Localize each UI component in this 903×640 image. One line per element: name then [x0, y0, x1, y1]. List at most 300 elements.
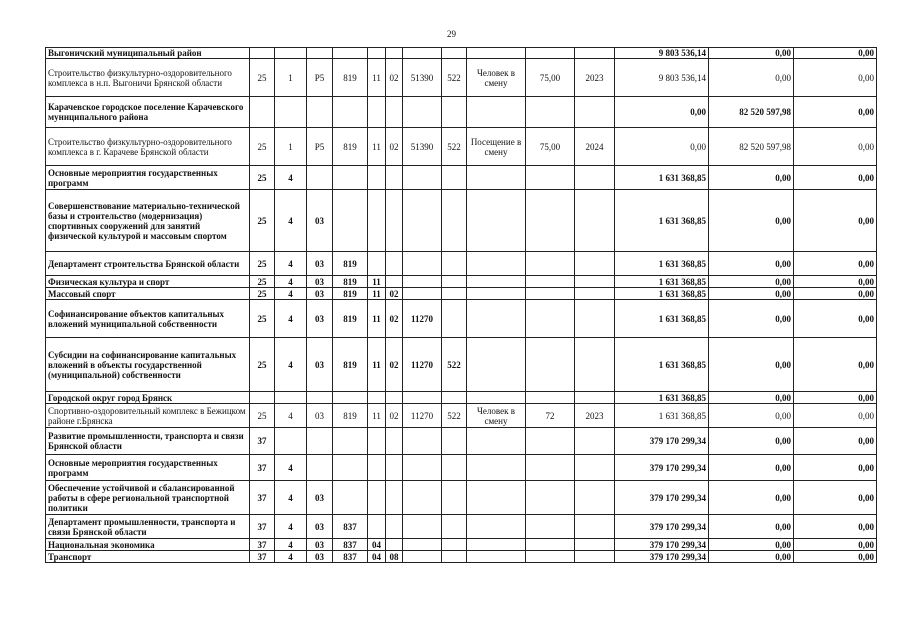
- cell-vr: [442, 190, 467, 252]
- cell-cap: [526, 166, 575, 190]
- cell-year: [575, 481, 615, 515]
- cell-cap: [526, 48, 575, 59]
- cell-year: 2023: [575, 404, 615, 428]
- cell-s1: 1 631 368,85: [615, 392, 709, 404]
- cell-year: 2024: [575, 128, 615, 166]
- cell-vr: 522: [442, 404, 467, 428]
- cell-year: [575, 392, 615, 404]
- cell-vr: [442, 392, 467, 404]
- table-row: [46, 392, 877, 404]
- table-row: [46, 97, 877, 128]
- cell-s3: 0,00: [794, 392, 877, 404]
- cell-unit: [467, 428, 526, 455]
- cell-rz: 11: [368, 288, 386, 300]
- cell-pp: 1: [275, 59, 307, 97]
- cell-s2: 0,00: [709, 539, 794, 551]
- cell-name: Софинансирование объектов капитальных вложений муниципальной собственности: [46, 300, 250, 338]
- cell-vr: [442, 551, 467, 563]
- cell-pr: [386, 428, 403, 455]
- table-row: [46, 338, 877, 392]
- cell-gr: 25: [250, 404, 275, 428]
- cell-vr: [442, 481, 467, 515]
- cell-pr: [386, 276, 403, 288]
- cell-rz: [368, 97, 386, 128]
- cell-year: [575, 515, 615, 539]
- cell-pr: 02: [386, 288, 403, 300]
- cell-s2: 0,00: [709, 515, 794, 539]
- cell-s1: 1 631 368,85: [615, 338, 709, 392]
- cell-unit: [467, 190, 526, 252]
- table-row: [46, 428, 877, 455]
- cell-rz: [368, 428, 386, 455]
- cell-name: Национальная экономика: [46, 539, 250, 551]
- cell-pr: 08: [386, 551, 403, 563]
- cell-s2: 0,00: [709, 190, 794, 252]
- cell-rz: [368, 392, 386, 404]
- cell-csr: [403, 48, 442, 59]
- cell-gp: [333, 481, 368, 515]
- cell-s2: 0,00: [709, 48, 794, 59]
- cell-unit: [467, 551, 526, 563]
- cell-pp: 4: [275, 551, 307, 563]
- cell-year: [575, 288, 615, 300]
- cell-rz: [368, 481, 386, 515]
- cell-year: [575, 338, 615, 392]
- cell-gp: 819: [333, 128, 368, 166]
- cell-op: 03: [307, 276, 333, 288]
- cell-s3: 0,00: [794, 481, 877, 515]
- cell-name: Департамент строительства Брянской области: [46, 252, 250, 276]
- cell-gr: 25: [250, 59, 275, 97]
- cell-s2: 0,00: [709, 288, 794, 300]
- cell-pp: 4: [275, 515, 307, 539]
- cell-s3: 0,00: [794, 128, 877, 166]
- cell-cap: [526, 252, 575, 276]
- cell-s3: 0,00: [794, 48, 877, 59]
- cell-year: [575, 276, 615, 288]
- cell-gr: 37: [250, 539, 275, 551]
- table-row: [46, 539, 877, 551]
- cell-pr: 02: [386, 404, 403, 428]
- cell-s3: 0,00: [794, 404, 877, 428]
- cell-unit: Посещение в смену: [467, 128, 526, 166]
- cell-csr: [403, 288, 442, 300]
- cell-op: [307, 428, 333, 455]
- cell-pp: [275, 97, 307, 128]
- cell-unit: [467, 48, 526, 59]
- cell-s1: 379 170 299,34: [615, 515, 709, 539]
- cell-rz: 11: [368, 300, 386, 338]
- cell-vr: [442, 515, 467, 539]
- cell-s3: 0,00: [794, 515, 877, 539]
- cell-pr: 02: [386, 59, 403, 97]
- cell-s2: 0,00: [709, 428, 794, 455]
- cell-pp: 4: [275, 539, 307, 551]
- cell-name: Субсидии на софинансирование капитальных вложений в объекты государственной (муниципальной) собственности: [46, 338, 250, 392]
- cell-csr: [403, 481, 442, 515]
- cell-gr: 25: [250, 338, 275, 392]
- cell-cap: [526, 300, 575, 338]
- cell-gp: 819: [333, 276, 368, 288]
- cell-name: Основные мероприятия государственных программ: [46, 166, 250, 190]
- cell-pr: [386, 455, 403, 481]
- cell-cap: [526, 190, 575, 252]
- cell-gp: [333, 48, 368, 59]
- cell-csr: [403, 515, 442, 539]
- cell-s1: 379 170 299,34: [615, 428, 709, 455]
- page-number: 29: [447, 29, 456, 39]
- cell-csr: 11270: [403, 404, 442, 428]
- cell-op: 03: [307, 515, 333, 539]
- cell-op: Р5: [307, 59, 333, 97]
- cell-gp: 819: [333, 404, 368, 428]
- cell-rz: [368, 252, 386, 276]
- cell-year: [575, 300, 615, 338]
- cell-name: Департамент промышленности, транспорта и связи Брянской области: [46, 515, 250, 539]
- cell-vr: [442, 48, 467, 59]
- cell-unit: [467, 392, 526, 404]
- cell-s3: 0,00: [794, 338, 877, 392]
- cell-vr: 522: [442, 59, 467, 97]
- cell-year: [575, 428, 615, 455]
- cell-csr: [403, 392, 442, 404]
- cell-vr: [442, 539, 467, 551]
- cell-name: Карачевское городское поселение Карачевского муниципального района: [46, 97, 250, 128]
- cell-gr: 25: [250, 300, 275, 338]
- cell-s3: 0,00: [794, 190, 877, 252]
- cell-pp: 4: [275, 300, 307, 338]
- cell-s1: 9 803 536,14: [615, 48, 709, 59]
- cell-gr: 25: [250, 128, 275, 166]
- cell-gp: [333, 190, 368, 252]
- cell-pp: 4: [275, 252, 307, 276]
- cell-name: Массовый спорт: [46, 288, 250, 300]
- cell-gr: 25: [250, 166, 275, 190]
- cell-op: 03: [307, 190, 333, 252]
- cell-s2: 0,00: [709, 551, 794, 563]
- cell-pp: 4: [275, 288, 307, 300]
- cell-year: [575, 252, 615, 276]
- cell-gr: 25: [250, 276, 275, 288]
- cell-csr: [403, 166, 442, 190]
- cell-year: [575, 166, 615, 190]
- table-row: [46, 515, 877, 539]
- cell-pr: 02: [386, 128, 403, 166]
- cell-s2: 0,00: [709, 166, 794, 190]
- cell-cap: [526, 515, 575, 539]
- table-row: [46, 300, 877, 338]
- cell-name: Развитие промышленности, транспорта и связи Брянской области: [46, 428, 250, 455]
- cell-unit: [467, 338, 526, 392]
- cell-csr: [403, 190, 442, 252]
- cell-csr: [403, 276, 442, 288]
- cell-gr: 37: [250, 455, 275, 481]
- cell-rz: 11: [368, 59, 386, 97]
- budget-table: [45, 47, 877, 563]
- cell-gp: 819: [333, 300, 368, 338]
- cell-name: Строительство физкультурно-оздоровительного комплекса в г. Карачеве Брянской области: [46, 128, 250, 166]
- cell-op: [307, 48, 333, 59]
- cell-unit: [467, 300, 526, 338]
- cell-gp: [333, 428, 368, 455]
- cell-csr: 11270: [403, 300, 442, 338]
- table-row: [46, 59, 877, 97]
- cell-s2: 0,00: [709, 338, 794, 392]
- cell-s3: 0,00: [794, 300, 877, 338]
- cell-cap: [526, 97, 575, 128]
- cell-s1: 1 631 368,85: [615, 190, 709, 252]
- cell-cap: [526, 481, 575, 515]
- cell-pp: 4: [275, 481, 307, 515]
- cell-vr: [442, 166, 467, 190]
- cell-cap: [526, 288, 575, 300]
- cell-gp: 819: [333, 338, 368, 392]
- cell-name: Физическая культура и спорт: [46, 276, 250, 288]
- cell-s3: 0,00: [794, 252, 877, 276]
- table-row: [46, 481, 877, 515]
- cell-unit: Человек в смену: [467, 404, 526, 428]
- cell-name: Городской округ город Брянск: [46, 392, 250, 404]
- cell-rz: [368, 515, 386, 539]
- cell-s2: 0,00: [709, 481, 794, 515]
- cell-gr: [250, 48, 275, 59]
- cell-rz: 11: [368, 404, 386, 428]
- cell-s3: 0,00: [794, 97, 877, 128]
- cell-vr: [442, 252, 467, 276]
- cell-name: Основные мероприятия государственных программ: [46, 455, 250, 481]
- table-row: [46, 128, 877, 166]
- cell-cap: [526, 539, 575, 551]
- cell-op: Р5: [307, 128, 333, 166]
- cell-op: 03: [307, 252, 333, 276]
- cell-csr: [403, 252, 442, 276]
- cell-pp: 4: [275, 455, 307, 481]
- cell-s1: 379 170 299,34: [615, 481, 709, 515]
- cell-cap: 75,00: [526, 59, 575, 97]
- cell-s3: 0,00: [794, 288, 877, 300]
- cell-pp: 4: [275, 190, 307, 252]
- cell-name: Выгоничский муниципальный район: [46, 48, 250, 59]
- table-row: [46, 166, 877, 190]
- cell-csr: [403, 551, 442, 563]
- cell-year: [575, 455, 615, 481]
- cell-pr: [386, 252, 403, 276]
- cell-cap: [526, 428, 575, 455]
- table-row: [46, 404, 877, 428]
- cell-vr: [442, 97, 467, 128]
- table-row: [46, 190, 877, 252]
- cell-op: 03: [307, 551, 333, 563]
- cell-s3: 0,00: [794, 551, 877, 563]
- cell-year: [575, 551, 615, 563]
- cell-s1: 1 631 368,85: [615, 166, 709, 190]
- table-row: [46, 276, 877, 288]
- cell-csr: [403, 428, 442, 455]
- cell-gr: 37: [250, 551, 275, 563]
- cell-pr: [386, 515, 403, 539]
- cell-op: [307, 97, 333, 128]
- cell-gp: 837: [333, 551, 368, 563]
- cell-s1: 0,00: [615, 97, 709, 128]
- cell-s1: 1 631 368,85: [615, 404, 709, 428]
- cell-s3: 0,00: [794, 59, 877, 97]
- cell-op: 03: [307, 481, 333, 515]
- cell-csr: [403, 97, 442, 128]
- cell-pp: 4: [275, 338, 307, 392]
- cell-year: [575, 97, 615, 128]
- cell-rz: 11: [368, 338, 386, 392]
- cell-unit: [467, 481, 526, 515]
- cell-s2: 0,00: [709, 276, 794, 288]
- cell-gp: 819: [333, 252, 368, 276]
- cell-pp: 4: [275, 276, 307, 288]
- cell-s1: 9 803 536,14: [615, 59, 709, 97]
- cell-s1: 379 170 299,34: [615, 539, 709, 551]
- cell-pr: 02: [386, 338, 403, 392]
- cell-gr: [250, 97, 275, 128]
- table-body: [46, 48, 877, 563]
- cell-rz: 11: [368, 128, 386, 166]
- cell-csr: 11270: [403, 338, 442, 392]
- cell-unit: [467, 166, 526, 190]
- cell-s3: 0,00: [794, 539, 877, 551]
- cell-pp: [275, 428, 307, 455]
- cell-gp: 819: [333, 288, 368, 300]
- cell-op: 03: [307, 300, 333, 338]
- cell-unit: [467, 515, 526, 539]
- table-row: [46, 455, 877, 481]
- cell-cap: [526, 551, 575, 563]
- cell-rz: 11: [368, 276, 386, 288]
- cell-cap: [526, 338, 575, 392]
- cell-year: 2023: [575, 59, 615, 97]
- cell-pp: 1: [275, 128, 307, 166]
- cell-s2: 0,00: [709, 59, 794, 97]
- cell-name: Совершенствование материально-технической базы и строительство (модернизация) спортивных сооружений для занятий физической культурой и массовым спортом: [46, 190, 250, 252]
- cell-gp: 837: [333, 539, 368, 551]
- cell-gr: [250, 392, 275, 404]
- cell-s2: 82 520 597,98: [709, 128, 794, 166]
- cell-vr: [442, 455, 467, 481]
- cell-gp: [333, 392, 368, 404]
- cell-gp: [333, 97, 368, 128]
- cell-op: [307, 392, 333, 404]
- cell-pr: [386, 190, 403, 252]
- cell-year: [575, 190, 615, 252]
- cell-op: 03: [307, 288, 333, 300]
- cell-rz: [368, 455, 386, 481]
- cell-s2: 0,00: [709, 455, 794, 481]
- cell-s3: 0,00: [794, 428, 877, 455]
- cell-pr: [386, 392, 403, 404]
- cell-pp: [275, 392, 307, 404]
- cell-rz: 04: [368, 539, 386, 551]
- cell-csr: [403, 539, 442, 551]
- cell-csr: [403, 455, 442, 481]
- cell-pr: [386, 539, 403, 551]
- cell-s3: 0,00: [794, 166, 877, 190]
- cell-cap: [526, 455, 575, 481]
- cell-rz: [368, 166, 386, 190]
- cell-gr: 25: [250, 288, 275, 300]
- cell-s1: 1 631 368,85: [615, 276, 709, 288]
- cell-cap: [526, 276, 575, 288]
- cell-s2: 0,00: [709, 392, 794, 404]
- cell-name: Спортивно-оздоровительный комплекс в Бежицком районе г.Брянска: [46, 404, 250, 428]
- cell-s1: 379 170 299,34: [615, 455, 709, 481]
- cell-year: [575, 539, 615, 551]
- table-row: [46, 48, 877, 59]
- cell-s3: 0,00: [794, 276, 877, 288]
- cell-s2: 0,00: [709, 300, 794, 338]
- cell-op: 03: [307, 404, 333, 428]
- cell-s1: 0,00: [615, 128, 709, 166]
- cell-csr: 51390: [403, 59, 442, 97]
- cell-gr: 25: [250, 190, 275, 252]
- cell-op: 03: [307, 539, 333, 551]
- cell-gr: 37: [250, 481, 275, 515]
- cell-pp: [275, 48, 307, 59]
- cell-unit: [467, 276, 526, 288]
- cell-gr: 25: [250, 252, 275, 276]
- table-row: [46, 551, 877, 563]
- cell-pr: 02: [386, 300, 403, 338]
- cell-rz: [368, 190, 386, 252]
- cell-pr: [386, 481, 403, 515]
- cell-vr: [442, 276, 467, 288]
- cell-s1: 1 631 368,85: [615, 288, 709, 300]
- cell-pr: [386, 48, 403, 59]
- cell-vr: 522: [442, 338, 467, 392]
- cell-name: Обеспечение устойчивой и сбалансированной работы в сфере региональной транспортной политики: [46, 481, 250, 515]
- cell-pr: [386, 166, 403, 190]
- cell-gp: [333, 166, 368, 190]
- cell-rz: 04: [368, 551, 386, 563]
- cell-unit: [467, 97, 526, 128]
- cell-csr: 51390: [403, 128, 442, 166]
- cell-pp: 4: [275, 404, 307, 428]
- cell-name: Строительство физкультурно-оздоровительного комплекса в н.п. Выгоничи Брянской области: [46, 59, 250, 97]
- cell-s1: 379 170 299,34: [615, 551, 709, 563]
- cell-unit: [467, 288, 526, 300]
- cell-gp: [333, 455, 368, 481]
- cell-rz: [368, 48, 386, 59]
- table-row: [46, 288, 877, 300]
- cell-op: [307, 166, 333, 190]
- cell-pr: [386, 97, 403, 128]
- cell-vr: 522: [442, 128, 467, 166]
- cell-s1: 1 631 368,85: [615, 252, 709, 276]
- cell-name: Транспорт: [46, 551, 250, 563]
- cell-gp: 837: [333, 515, 368, 539]
- cell-s3: 0,00: [794, 455, 877, 481]
- cell-vr: [442, 300, 467, 338]
- cell-cap: 75,00: [526, 128, 575, 166]
- cell-vr: [442, 428, 467, 455]
- cell-pp: 4: [275, 166, 307, 190]
- cell-vr: [442, 288, 467, 300]
- cell-cap: [526, 392, 575, 404]
- cell-s2: 0,00: [709, 404, 794, 428]
- cell-s2: 0,00: [709, 252, 794, 276]
- cell-s2: 82 520 597,98: [709, 97, 794, 128]
- cell-unit: Человек в смену: [467, 59, 526, 97]
- cell-op: 03: [307, 338, 333, 392]
- cell-unit: [467, 455, 526, 481]
- cell-gp: 819: [333, 59, 368, 97]
- cell-unit: [467, 252, 526, 276]
- cell-gr: 37: [250, 515, 275, 539]
